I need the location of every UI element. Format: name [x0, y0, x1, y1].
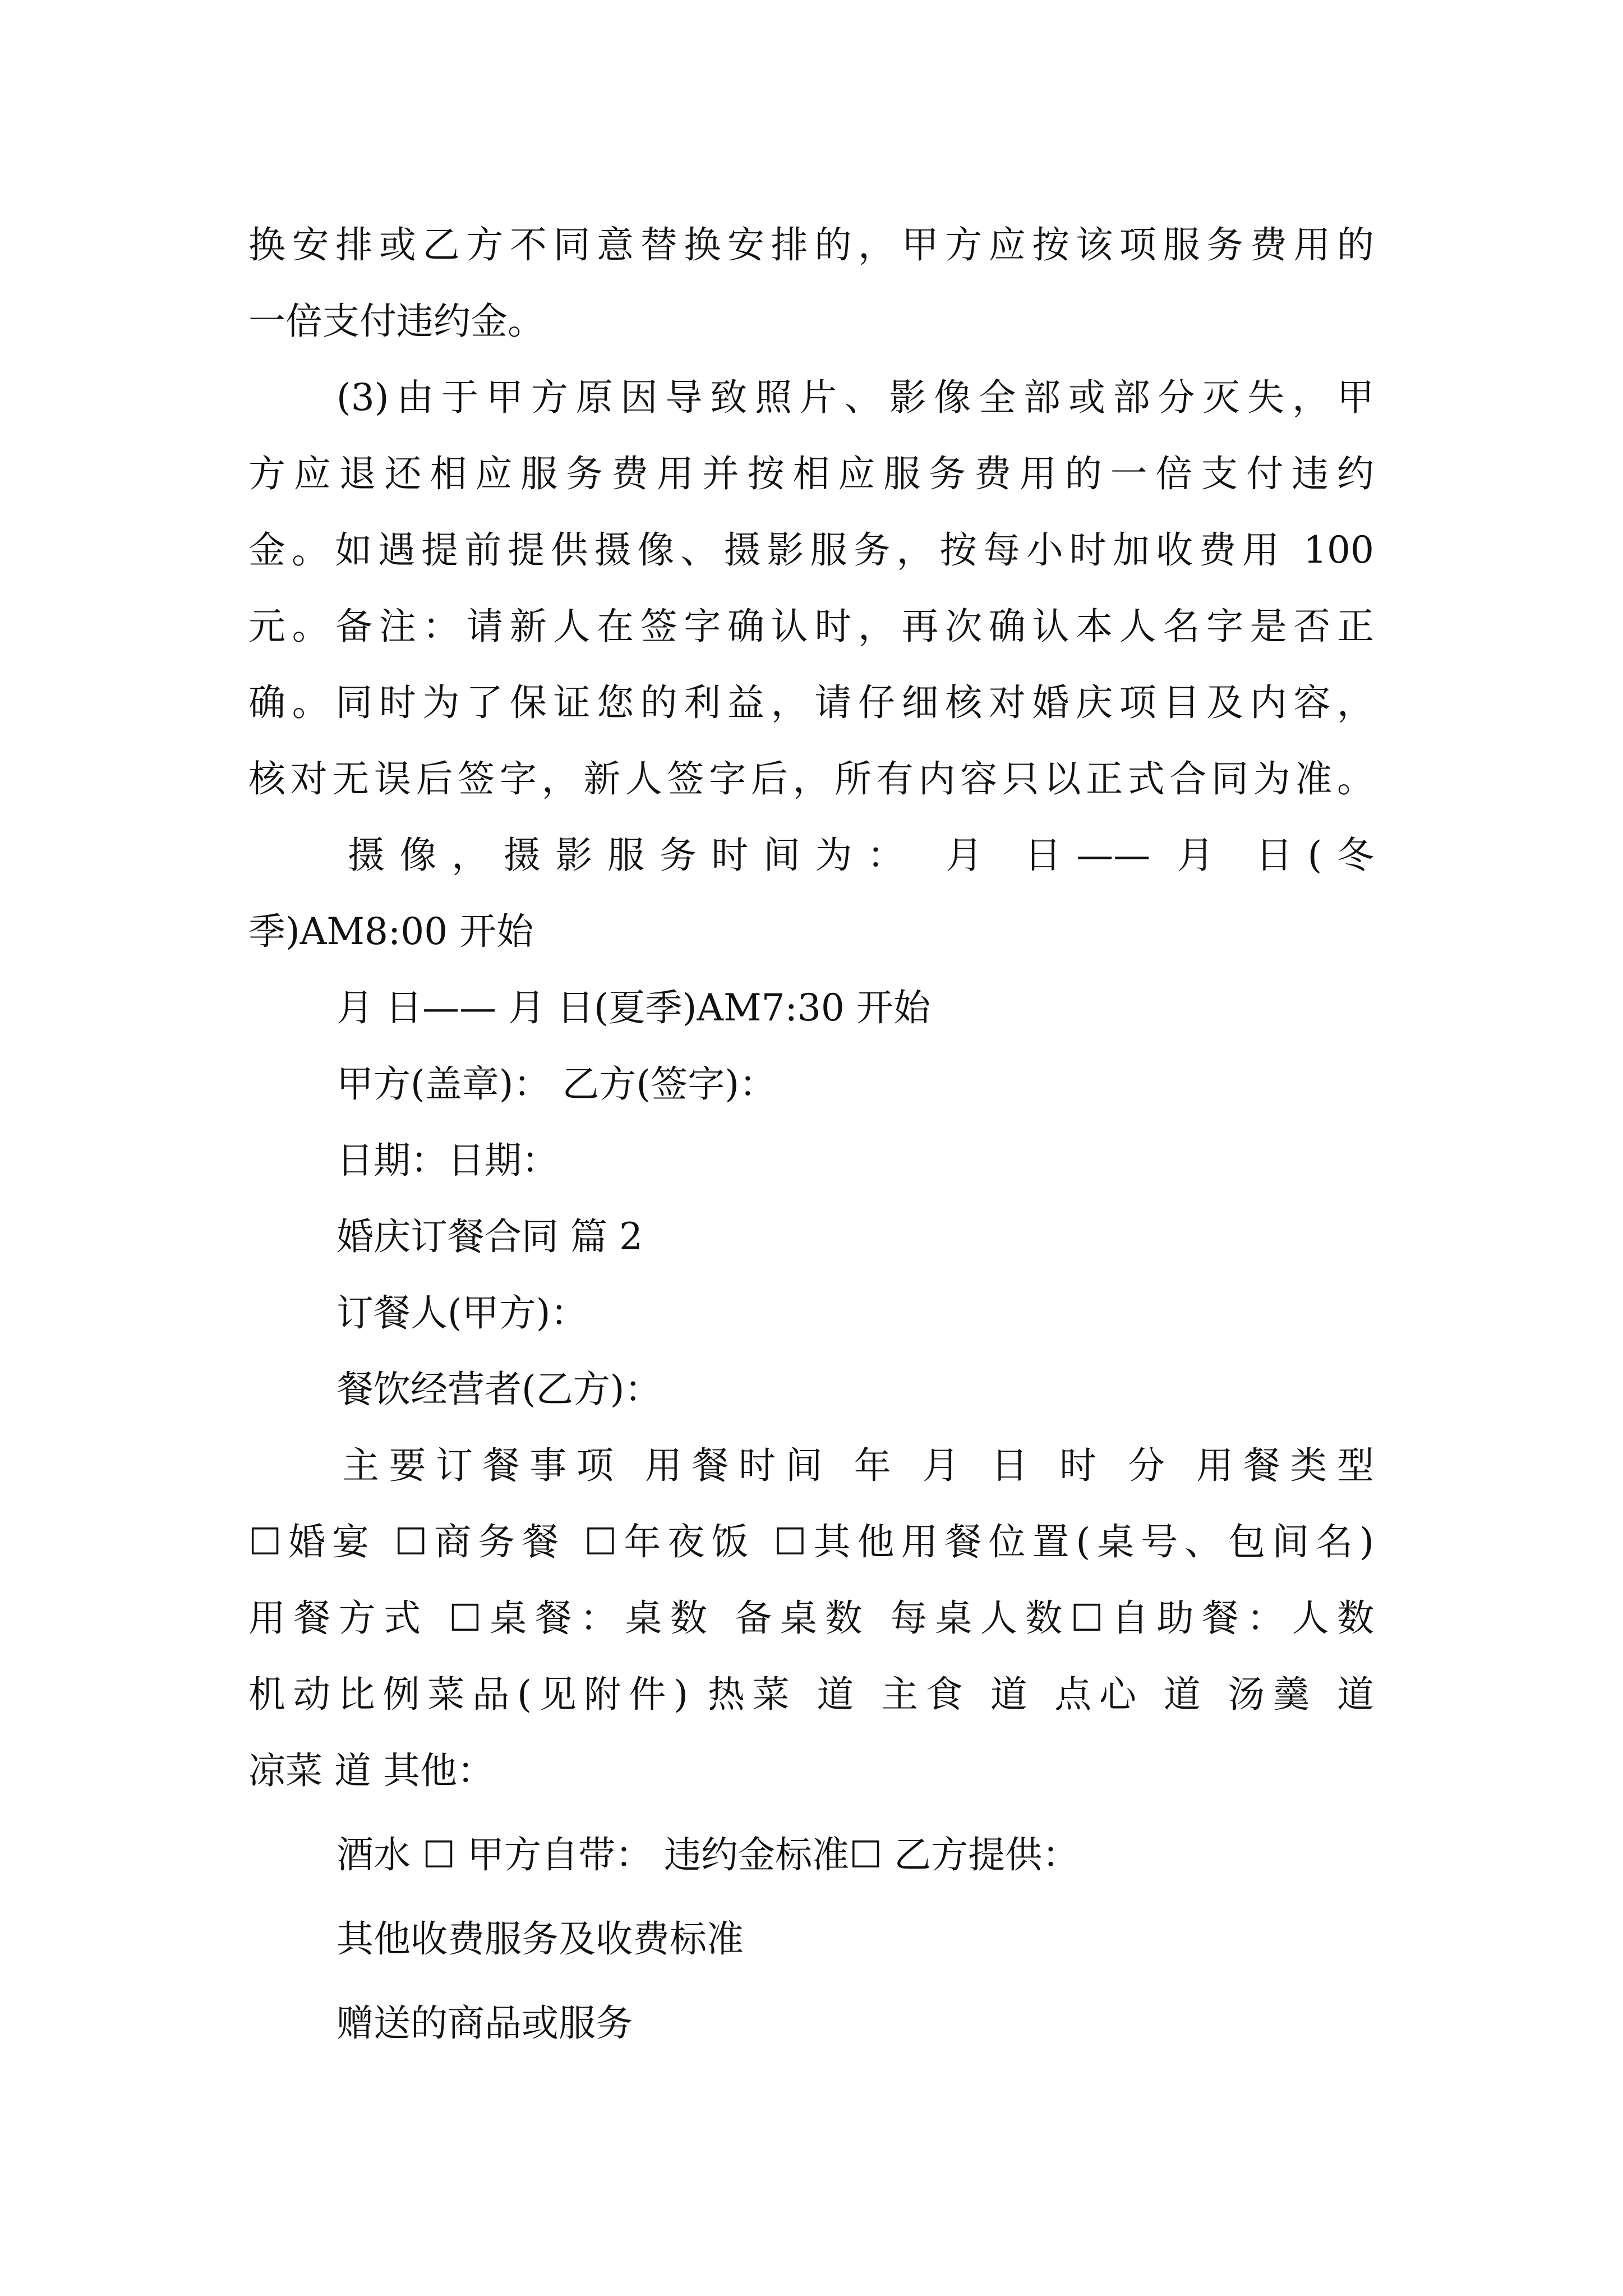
text-line-4: 方应退还相应服务费用并按相应服务费用的一倍支付违约 [248, 452, 1374, 495]
text-line-1: 换安排或乙方不同意替换安排的，甲方应按该项服务费用的 [248, 223, 1374, 266]
text-line-11: 月 日—— 月 日(夏季)AM7:30 开始 [336, 986, 930, 1029]
text-line-16: 餐饮经营者(乙方)： [336, 1368, 662, 1411]
text-line-23: 其他收费服务及收费标准 [336, 1917, 744, 1961]
text-line-13: 日期：日期： [336, 1139, 559, 1182]
text-line-5: 金。如遇提前提供摄像、摄影服务，按每小时加收费用 100 [248, 528, 1374, 572]
text-line-19: 用餐方式 ☐桌餐：桌数 备桌数 每桌人数☐自助餐：人数 [248, 1596, 1374, 1640]
text-line-24: 赠送的商品或服务 [336, 2001, 633, 2045]
text-line-10: 季)AM8:00 开始 [248, 910, 534, 953]
text-line-21: 凉菜 道 其他： [248, 1749, 494, 1792]
section-title: 婚庆订餐合同 篇 2 [336, 1215, 643, 1258]
text-line-12: 甲方(盖章)： 乙方(签字)： [336, 1062, 776, 1106]
text-line-6: 元。备注：请新人在签字确认时，再次确认本人名字是否正 [248, 605, 1374, 648]
text-line-15: 订餐人(甲方)： [336, 1291, 588, 1335]
text-line-18: ☐婚宴 ☐商务餐 ☐年夜饭 ☐其他用餐位置(桌号、包间名) [248, 1520, 1374, 1563]
text-line-8: 核对无误后签字，新人签字后，所有内容只以正式合同为准。 [248, 757, 1374, 800]
text-line-20: 机动比例菜品(见附件) 热菜 道 主食 道 点心 道 汤羹 道 [248, 1673, 1374, 1716]
text-line-22: 酒水 ☐ 甲方自带： 违约金标准☐ 乙方提供： [336, 1833, 1080, 1876]
text-line-2: 一倍支付违约金。 [248, 300, 545, 343]
text-line-3: (3)由于甲方原因导致照片、影像全部或部分灭失，甲 [336, 376, 1374, 419]
text-line-7: 确。同时为了保证您的利益，请仔细核对婚庆项目及内容， [248, 681, 1374, 724]
text-line-9: 摄像，摄影服务时间为： 月 日—— 月 日(冬 [348, 834, 1374, 877]
text-line-17: 主要订餐事项 用餐时间 年 月 日 时 分 用餐类型 [342, 1444, 1374, 1487]
